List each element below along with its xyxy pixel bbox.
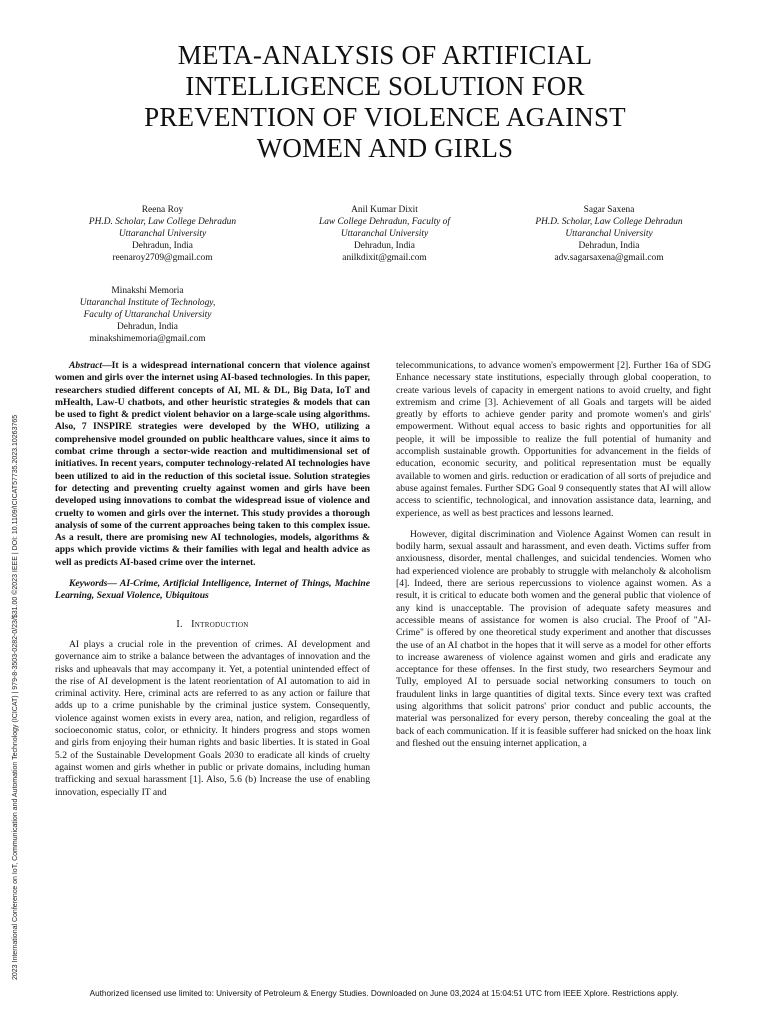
author-location: Dehradun, India xyxy=(354,241,415,251)
right-column xyxy=(396,360,711,750)
author-email: adv.sagarsaxena@gmail.com xyxy=(554,253,664,263)
section-number: I. xyxy=(176,618,183,630)
author-name: Anil Kumar Dixit xyxy=(351,205,418,215)
abstract-dash: — xyxy=(102,360,112,371)
author-email: anilkdixit@gmail.com xyxy=(342,253,427,263)
author-affiliation: Uttaranchal Institute of Technology, xyxy=(79,298,216,308)
keywords-text: AI-Crime, Artificial Intelligence, Internet of Things, Machine Learning, Sexual Violence, Ubiquitous xyxy=(55,578,370,602)
body-paragraph: However, digital discrimination and Violence Against Women can result in bodily harm, sexual assault and harassment, and even death. Victims suffer from anxiousness, disorder, mental challenges, and suicidal tendencies. Women who had experienced violence are probably to struggle with melancholy & alcoholism [4]. Indeed, there are serious repercussions to violence against women. As a result, it is critical to educate both women and the general public that violence of any kind is unacceptable. The provision of adequate safety measures and accessible means of assistance for women is also crucial. The Proof of "AI-Crime" is offered by one theoretical study experiment and another that discusses the use of an AI chatbot in the hopes that it will serve as a model for other efforts to increase awareness of violence against women and girls and eradicate any acceptance for these offenses. In the first study, two researchers Seymour and Tully, employed AI to persuade social networking consumers to touch on fraudulent links in large quantities of digital texts. Since every text was crafted using algorithms that solicit patrons' prior conduct and public accounts, the material was personalized for every person, thereby concealing the goal at the back of each communication. If it is feasible sufferer had snicked on the hoax link and fleshed out the ensuing internet application, a xyxy=(396,528,711,749)
author-location: Dehradun, India xyxy=(117,322,178,332)
author-location: Dehradun, India xyxy=(132,241,193,251)
abstract xyxy=(55,360,370,569)
left-column xyxy=(55,360,370,799)
section-title: Introduction xyxy=(191,618,249,630)
author-block-1 xyxy=(55,204,270,264)
author-location: Dehradun, India xyxy=(578,241,640,251)
paper-title xyxy=(80,40,690,164)
abstract-text: It is a widespread international concern that violence against women and girls over the internet using AI-based technologies. In this paper, researchers studied different concepts of AI, ML & DL, Big Data, IoT and mHealth, Law-U chatbots, and other heuristic strategies & models that can be used to fight & predict violent behavior on a large-scale using algorithms. Also, 7 INSPIRE strategies were developed by the WHO, utilizing a comprehensive model grounded on public healthcare values, since it aims to combat crime through a sector-wide reaction and multidimensional set of initiatives. In recent years, computer technology-related AI technologies have been utilized to aid in the reduction of this societal issue. Solution strategies for detecting and preventing cruelty against women and girls have been developed using innovations to combat the widespread issue of violence and cruelty to women and girls over the internet. This study provides a thorough analysis of some of the current approaches being taken to this complex issue. As a result, there are promising new AI technologies, models, algorithms & apps which provide victims & their families with legal and health advice as well as predicts AI-based crime over the internet. xyxy=(55,360,370,568)
section-heading xyxy=(55,619,370,631)
author-email: minakshimemoria@gmail.com xyxy=(89,334,206,344)
author-block-3 xyxy=(500,204,718,264)
keywords-dash: — xyxy=(107,578,117,590)
conference-side-note: 2023 International Conference on IoT, Communication and Automation Technology (ICICAT) | 979-8-3503-0282-0/23/$31.00 ©2023 IEEE | DOI: 10.1109/ICICAT57735.2023.10263765 xyxy=(12,414,19,980)
author-block-2 xyxy=(277,204,492,264)
author-affiliation: PH.D. Scholar, Law College Dehradun xyxy=(88,217,237,227)
author-name: Minakshi Memoria xyxy=(111,286,184,296)
abstract-label: Abstract xyxy=(69,360,103,371)
body-paragraph: telecommunications, to advance women's empowerment [2]. Further 16a of SDG Enhance necessary state institutions, especially through global cooperation, to create various levels of capacity in emergent nations to avoid cruelty, and fight extremism and crime [3]. Achievement of all Goals and targets will be aided greatly by efforts to achieve gender parity and promote women's and girls' empowerment. Without equal access to basic rights and opportunities for all people, it will be impossible to realize the full potential of humanity and accomplish sustainable growth. Opportunities for advancement in the fields of education, economic security, and political representation must be equally available to women and girls. reduction or eradication of all sorts of prejudice and abuse against females. Further SDG Goal 9 consequently states that AI will allow access to scientific, technological, and innovation assistance data, learning, and experience, as well as best practices and lessons learned. xyxy=(396,360,711,519)
author-email: reenaroy2709@gmail.com xyxy=(112,253,213,263)
author-affiliation: Faculty of Uttaranchal University xyxy=(83,310,212,320)
title-line: INTELLIGENCE SOLUTION FOR xyxy=(185,71,585,101)
author-affiliation: PH.D. Scholar, Law College Dehradun xyxy=(535,217,683,227)
author-affiliation: Uttaranchal University xyxy=(118,229,207,239)
title-line: PREVENTION OF VIOLENCE AGAINST xyxy=(144,102,626,132)
body-paragraph: AI plays a crucial role in the prevention of crimes. AI development and governance aim to strike a balance between the advantages of innovation and the risks and upheavals that may accompany it. Yet, a potential unintended effect of the rise of AI development is the latent reorientation of AI automation to aid in criminal activity. Here, criminal acts are referred to as any action or failure that adds up to a crime punishable by the criminal justice system. Consequently, violence against women exists in every area, nation, and religion, regardless of socioeconomic status, color, or ethnicity. It hinders progress and stops women and girls from enjoying their human rights and basic liberties. It is stated in Goal 5.2 of the Sustainable Development Goals 2030 to eradicate all kinds of cruelty against women and girls whether in public or private domains, including human trafficking and sexual harassment [1]. Also, 5.6 (b) Increase the use of enabling innovation, especially IT and xyxy=(55,638,370,798)
author-name: Sagar Saxena xyxy=(583,205,635,215)
title-line: META-ANALYSIS OF ARTIFICIAL xyxy=(177,40,593,70)
author-name: Reena Roy xyxy=(141,205,184,215)
keywords xyxy=(55,578,370,603)
author-affiliation: Uttaranchal University xyxy=(340,229,429,239)
keywords-label: Keywords xyxy=(69,578,108,590)
author-block-4 xyxy=(40,285,255,345)
license-footer: Authorized licensed use limited to: University of Petroleum & Energy Studies. Downloaded on June 03,2024 at 15:04:51 UTC from IEEE Xplore. Restrictions apply. xyxy=(89,989,679,998)
author-affiliation: Uttaranchal University xyxy=(565,229,653,239)
author-affiliation: Law College Dehradun, Faculty of xyxy=(319,217,450,227)
title-line: WOMEN AND GIRLS xyxy=(256,133,514,163)
